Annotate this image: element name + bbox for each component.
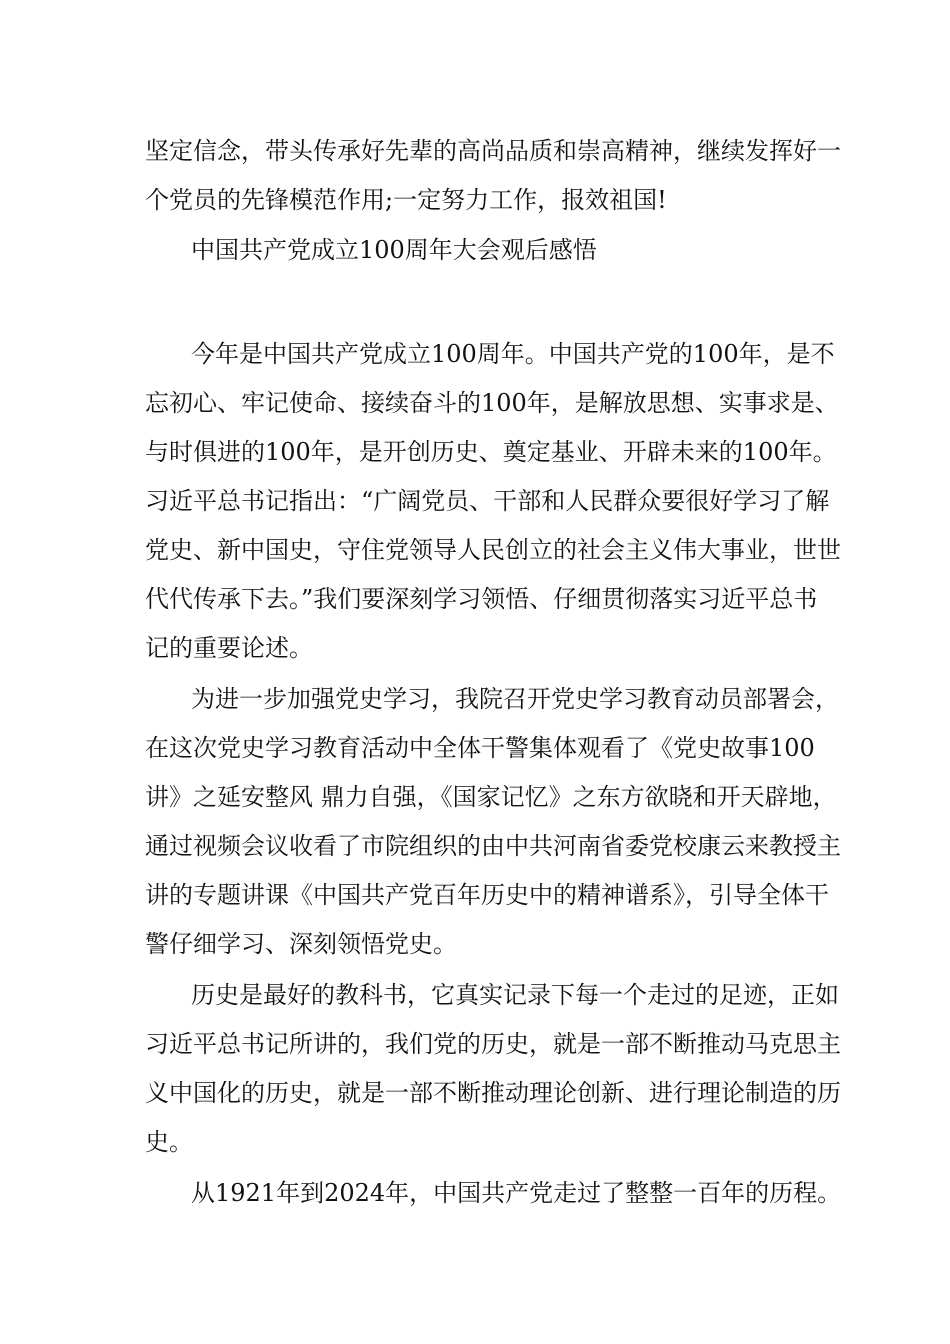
paragraph-line: 个党员的先锋模范作用;一定努力工作，报效祖国! xyxy=(145,186,667,214)
paragraph-line: 坚定信念，带头传承好先辈的高尚品质和崇高精神，继续发挥好一 xyxy=(145,137,841,165)
paragraph-line: 警仔细学习、深刻领悟党史。 xyxy=(145,930,457,958)
paragraph-line: 义中国化的历史，就是一部不断推动理论创新、进行理论制造的历 xyxy=(145,1079,841,1107)
paragraph-line: 讲》之延安整风 鼎力自强，《国家记忆》之东方欲晓和开天辟地， xyxy=(145,783,837,811)
paragraph-line: 习近平总书记指出：“广阔党员、干部和人民群众要很好学习了解 xyxy=(145,487,830,515)
paragraph-line: 为进一步加强党史学习，我院召开党史学习教育动员部署会， xyxy=(191,685,839,713)
paragraph-line: 通过视频会议收看了市院组织的由中共河南省委党校康云来教授主 xyxy=(145,832,841,860)
paragraph-line: 在这次党史学习教育活动中全体干警集体观看了《党史故事100 xyxy=(145,734,815,762)
paragraph-line: 忘初心、牢记使命、接续奋斗的100年，是解放思想、实事求是、 xyxy=(145,389,839,417)
paragraph-line: 从1921年到2024年，中国共产党走过了整整一百年的历程。 xyxy=(191,1179,842,1207)
paragraph-line: 史。 xyxy=(145,1128,193,1156)
paragraph-line: 与时俱进的100年，是开创历史、奠定基业、开辟未来的100年。 xyxy=(145,438,837,466)
paragraph-line: 习近平总书记所讲的，我们党的历史，就是一部不断推动马克思主 xyxy=(145,1030,841,1058)
paragraph-line: 历史是最好的教科书，它真实记录下每一个走过的足迹，正如 xyxy=(191,981,839,1009)
paragraph-line: 讲的专题讲课《中国共产党百年历史中的精神谱系》，引导全体干 xyxy=(145,881,829,909)
document-title: 中国共产党成立100周年大会观后感悟 xyxy=(191,236,597,264)
paragraph-line: 代代传承下去。”我们要深刻学习领悟、仔细贯彻落实习近平总书 xyxy=(145,585,818,613)
paragraph-line: 党史、新中国史，守住党领导人民创立的社会主义伟大事业，世世 xyxy=(145,536,841,564)
paragraph-line: 今年是中国共产党成立100周年。中国共产党的100年，是不 xyxy=(191,340,835,368)
paragraph-line: 记的重要论述。 xyxy=(145,634,313,662)
